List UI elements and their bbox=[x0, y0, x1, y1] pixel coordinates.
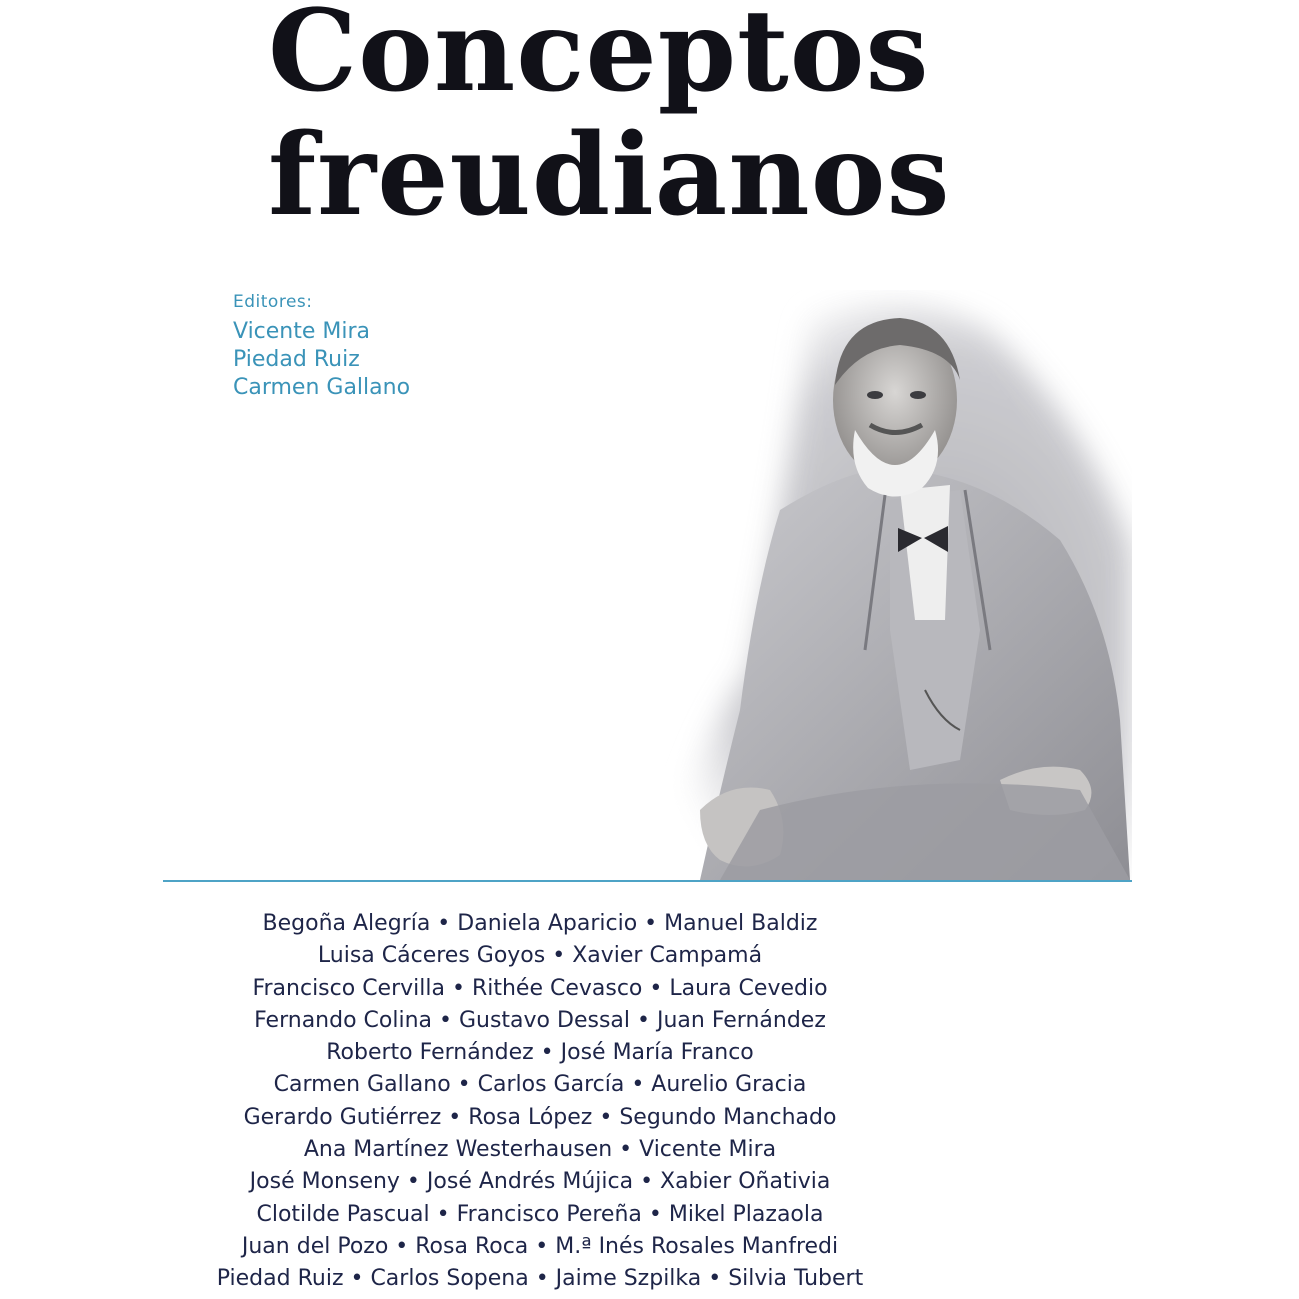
contributors-line: Juan del Pozo • Rosa Roca • M.ª Inés Rosales Manfredi bbox=[241, 1233, 839, 1259]
contributors-line: José Monseny • José Andrés Mújica • Xabier Oñativia bbox=[249, 1169, 831, 1195]
portrait-photo bbox=[660, 290, 1132, 880]
contributors-line: Carmen Gallano • Carlos García • Aurelio Gracia bbox=[273, 1072, 807, 1098]
editor-name: Vicente Mira bbox=[233, 319, 371, 344]
contributors-line: Luisa Cáceres Goyos • Xavier Campamá bbox=[317, 943, 763, 969]
title-line-2: freudianos bbox=[268, 110, 951, 241]
contributors-line: Begoña Alegría • Daniela Aparicio • Manuel Baldiz bbox=[262, 911, 818, 936]
contributors-line: Gerardo Gutiérrez • Rosa López • Segundo Manchado bbox=[243, 1104, 837, 1130]
contributors-list bbox=[140, 908, 940, 1296]
contributors-line: Francisco Cervilla • Rithée Cevasco • Laura Cevedio bbox=[252, 975, 828, 1001]
contributors-line: Piedad Ruiz • Carlos Sopena • Jaime Szpilka • Silvia Tubert bbox=[216, 1266, 864, 1292]
contributors-line: Fernando Colina • Gustavo Dessal • Juan Fernández bbox=[254, 1007, 826, 1033]
contributors-line: Clotilde Pascual • Francisco Pereña • Mikel Plazaola bbox=[256, 1201, 824, 1227]
editors-label: Editores: bbox=[233, 292, 313, 312]
editors-block bbox=[233, 290, 410, 402]
divider-rule bbox=[163, 880, 1132, 882]
title-line-1: Conceptos bbox=[268, 0, 930, 117]
contributors-line: Roberto Fernández • José María Franco bbox=[326, 1040, 754, 1066]
editor-name: Carmen Gallano bbox=[233, 375, 411, 400]
contributors-line: Ana Martínez Westerhausen • Vicente Mira bbox=[303, 1137, 777, 1163]
editor-name: Piedad Ruiz bbox=[233, 347, 360, 372]
